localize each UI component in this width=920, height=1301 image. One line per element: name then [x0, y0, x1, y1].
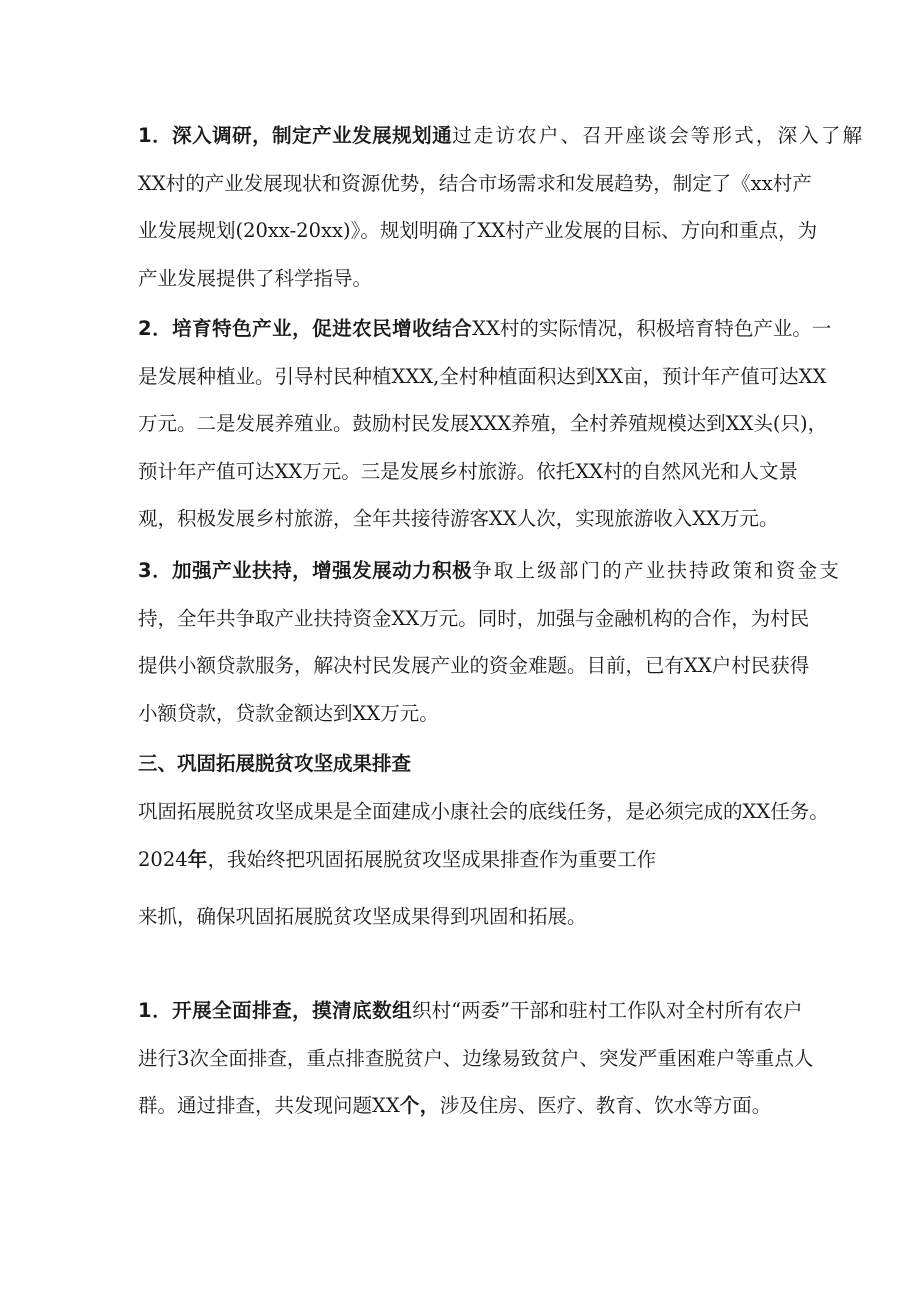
paragraph-line: 2024年，我始终把巩固拓展脱贫攻坚成果排查作为重要工作 — [138, 847, 657, 871]
heading-text: 三、巩固拓展脱贫攻坚成果排查 — [138, 752, 412, 775]
paragraph-intro-cont — [138, 893, 788, 941]
paragraph-line: XX村的产业发展现状和资源优势，结合市场需求和发展趋势，制定了《xx村产 — [138, 171, 812, 195]
paragraph-line: 小额贷款，贷款金额达到XX万元。 — [138, 701, 439, 725]
paragraph-intro — [138, 788, 829, 883]
paragraph-line: 3．加强产业扶持，增强发展动力积极争取上级部门的产业扶持政策和资金支 — [138, 559, 841, 582]
paragraph-line: 1．开展全面排查，摸清底数组织村“两委”干部和驻村工作队对全村所有农户 — [138, 999, 803, 1022]
paragraph-line: 巩固拓展脱贫攻坚成果是全面建成小康社会的底线任务，是必须完成的XX任务。 — [138, 800, 829, 823]
paragraph-line: 1．深入调研，制定产业发展规划通过走访农户、召开座谈会等形式，深入了解 — [138, 124, 865, 147]
paragraph-industry — [138, 305, 832, 543]
paragraph-planning — [138, 112, 865, 302]
paragraph-line: 是发展种植业。引导村民种植XXX,全村种植面积达到XX亩，预计年产值可达XX — [138, 364, 827, 388]
paragraph-line: 业发展规划(20xx-20xx)》。规划明确了XX村产业发展的目标、方向和重点，为 — [138, 219, 818, 242]
paragraph-line: 进行3次全面排查，重点排查脱贫户、边缘易致贫户、突发严重困难户等重点人 — [138, 1046, 814, 1070]
paragraph-survey — [138, 987, 814, 1130]
paragraph-line spaced: 产业发展提供了科学指导。 — [138, 266, 373, 290]
paragraph-line: 观，积极发展乡村旅游，全年共接待游客XX人次，实现旅游收入XX万元。 — [138, 507, 779, 530]
section-heading-3 — [138, 740, 788, 788]
paragraph-line: 提供小额贷款服务，解决村民发展产业的资金难题。目前，已有XX户村民获得 — [138, 654, 810, 677]
paragraph-line: 万元。二是发展养殖业。鼓励村民发展XXX养殖，全村养殖规模达到XX头(只)， — [138, 412, 828, 435]
paragraph-line: 持，全年共争取产业扶持资金XX万元。同时，加强与金融机构的合作，为村民 — [138, 606, 810, 630]
paragraph-support — [138, 547, 841, 737]
section-title-industry: 2．培育特色产业，促进农民增收结合 — [138, 317, 473, 340]
section-title-support: 3．加强产业扶持，增强发展动力积极 — [138, 559, 473, 582]
paragraph-line: 来抓，确保巩固拓展脱贫攻坚成果得到巩固和拓展。 — [138, 905, 587, 928]
section-title-survey: 1．开展全面排查，摸清底数组 — [138, 999, 413, 1022]
paragraph-line: 群。通过排查，共发现问题XX个，涉及住房、医疗、教育、饮水等方面。 — [138, 1094, 772, 1117]
section-title-planning: 1．深入调研，制定产业发展规划通 — [138, 124, 453, 147]
paragraph-line: 2．培育特色产业，促进农民增收结合XX村的实际情况，积极培育特色产业。一 — [138, 317, 832, 340]
paragraph-line: 预计年产值可达XX万元。三是发展乡村旅游。依托XX村的自然风光和人文景 — [138, 459, 799, 483]
